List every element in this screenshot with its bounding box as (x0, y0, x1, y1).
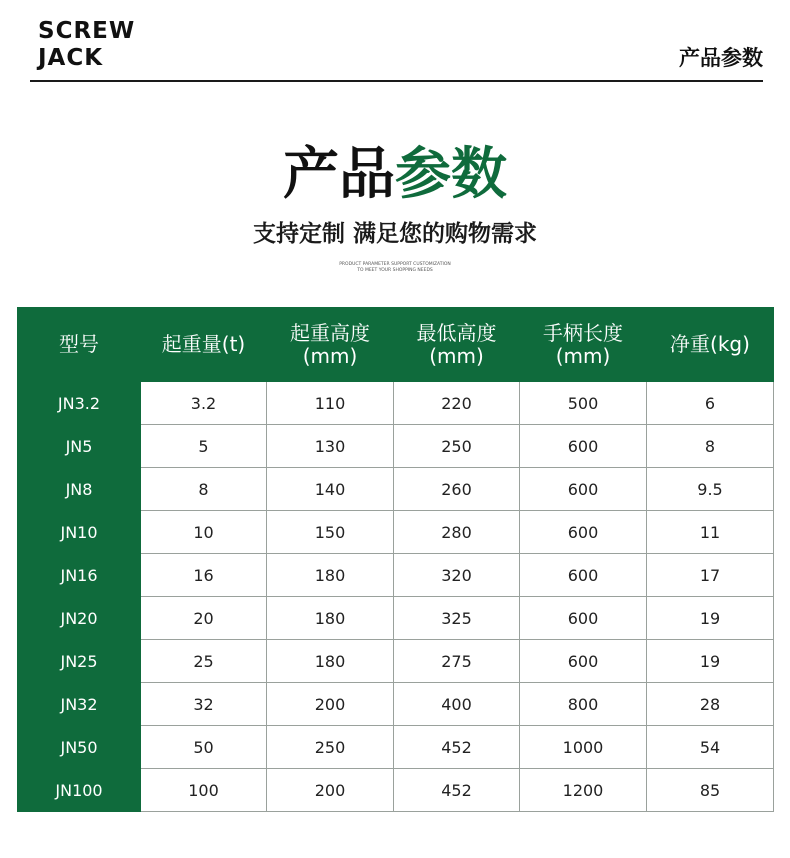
table-cell: 17 (647, 554, 774, 597)
column-header-label: 起重量(t) (161, 332, 246, 356)
table-cell: 9.5 (647, 468, 774, 511)
table-header-row (18, 308, 774, 382)
table-row (18, 597, 774, 640)
table-row (18, 769, 774, 812)
table-row (18, 554, 774, 597)
table-cell: 8 (141, 468, 267, 511)
table-cell: 8 (647, 425, 774, 468)
column-header (18, 308, 141, 382)
table-cell: 320 (394, 554, 520, 597)
table-row (18, 640, 774, 683)
model-cell: JN100 (18, 769, 141, 812)
model-cell: JN3.2 (18, 382, 141, 425)
table-row (18, 511, 774, 554)
table-cell: 28 (647, 683, 774, 726)
table-cell: 600 (520, 554, 647, 597)
table-cell: 3.2 (141, 382, 267, 425)
table-cell: 452 (394, 726, 520, 769)
table-cell: 140 (267, 468, 394, 511)
table-cell: 100 (141, 769, 267, 812)
table-cell: 54 (647, 726, 774, 769)
table-cell: 130 (267, 425, 394, 468)
table-cell: 180 (267, 640, 394, 683)
table-cell: 600 (520, 640, 647, 683)
table-cell: 400 (394, 683, 520, 726)
table-cell: 800 (520, 683, 647, 726)
model-cell: JN32 (18, 683, 141, 726)
brand-line-1: SCREW (38, 18, 136, 44)
table-cell: 10 (141, 511, 267, 554)
table-cell: 260 (394, 468, 520, 511)
table-row (18, 683, 774, 726)
table-cell: 5 (141, 425, 267, 468)
header-divider (30, 80, 763, 82)
table-cell: 600 (520, 597, 647, 640)
model-cell: JN16 (18, 554, 141, 597)
brand-line-2: JACK (38, 45, 104, 71)
column-header-label: 净重(kg) (670, 332, 750, 356)
model-cell: JN5 (18, 425, 141, 468)
english-caption-line-1: PRODUCT PARAMETER SUPPORT CUSTOMIZATION (339, 262, 451, 267)
table-row (18, 382, 774, 425)
column-header-unit: (mm) (429, 343, 484, 368)
table-cell: 275 (394, 640, 520, 683)
table-cell: 220 (394, 382, 520, 425)
column-header (267, 308, 394, 382)
table-cell: 85 (647, 769, 774, 812)
table-cell: 500 (520, 382, 647, 425)
table-cell: 180 (267, 597, 394, 640)
table-cell: 250 (267, 726, 394, 769)
table-cell: 25 (141, 640, 267, 683)
table-row (18, 468, 774, 511)
column-header-label: 最低高度 (416, 320, 497, 345)
column-header (647, 308, 774, 382)
column-header-unit: (mm) (555, 343, 611, 368)
column-header-unit: (mm) (302, 343, 358, 368)
table-cell: 1000 (520, 726, 647, 769)
page-title-black: 产品 (283, 142, 395, 207)
page-title-green: 参数 (395, 142, 507, 207)
table-cell: 250 (394, 425, 520, 468)
page-title (0, 140, 790, 210)
column-header (520, 308, 647, 382)
spec-table (17, 307, 774, 812)
table-cell: 150 (267, 511, 394, 554)
column-header-label: 起重高度 (290, 320, 370, 345)
column-header (141, 308, 267, 382)
table-cell: 600 (520, 468, 647, 511)
column-header-label: 型号 (59, 332, 99, 356)
table-cell: 19 (647, 597, 774, 640)
brand-logo-text (38, 18, 135, 72)
page-subtitle: 支持定制 满足您的购物需求 (252, 221, 537, 247)
table-cell: 280 (394, 511, 520, 554)
english-caption-line-2: TO MEET YOUR SHOPPING NEEDS (357, 268, 433, 273)
table-body (18, 382, 774, 812)
table-cell: 180 (267, 554, 394, 597)
table-cell: 325 (394, 597, 520, 640)
table-row (18, 425, 774, 468)
column-header (394, 308, 520, 382)
table-cell: 19 (647, 640, 774, 683)
model-cell: JN25 (18, 640, 141, 683)
table-row (18, 726, 774, 769)
model-cell: JN50 (18, 726, 141, 769)
english-caption (0, 262, 790, 274)
table-cell: 16 (141, 554, 267, 597)
table-cell: 600 (520, 425, 647, 468)
table-cell: 452 (394, 769, 520, 812)
table-cell: 11 (647, 511, 774, 554)
table-cell: 32 (141, 683, 267, 726)
table-cell: 200 (267, 769, 394, 812)
model-cell: JN8 (18, 468, 141, 511)
table-cell: 600 (520, 511, 647, 554)
model-cell: JN20 (18, 597, 141, 640)
table-cell: 6 (647, 382, 774, 425)
table-cell: 50 (141, 726, 267, 769)
table-cell: 200 (267, 683, 394, 726)
model-cell: JN10 (18, 511, 141, 554)
table-cell: 1200 (520, 769, 647, 812)
table-cell: 110 (267, 382, 394, 425)
column-header-label: 手柄长度 (543, 320, 623, 345)
header-section-title: 产品参数 (679, 46, 763, 70)
table-cell: 20 (141, 597, 267, 640)
